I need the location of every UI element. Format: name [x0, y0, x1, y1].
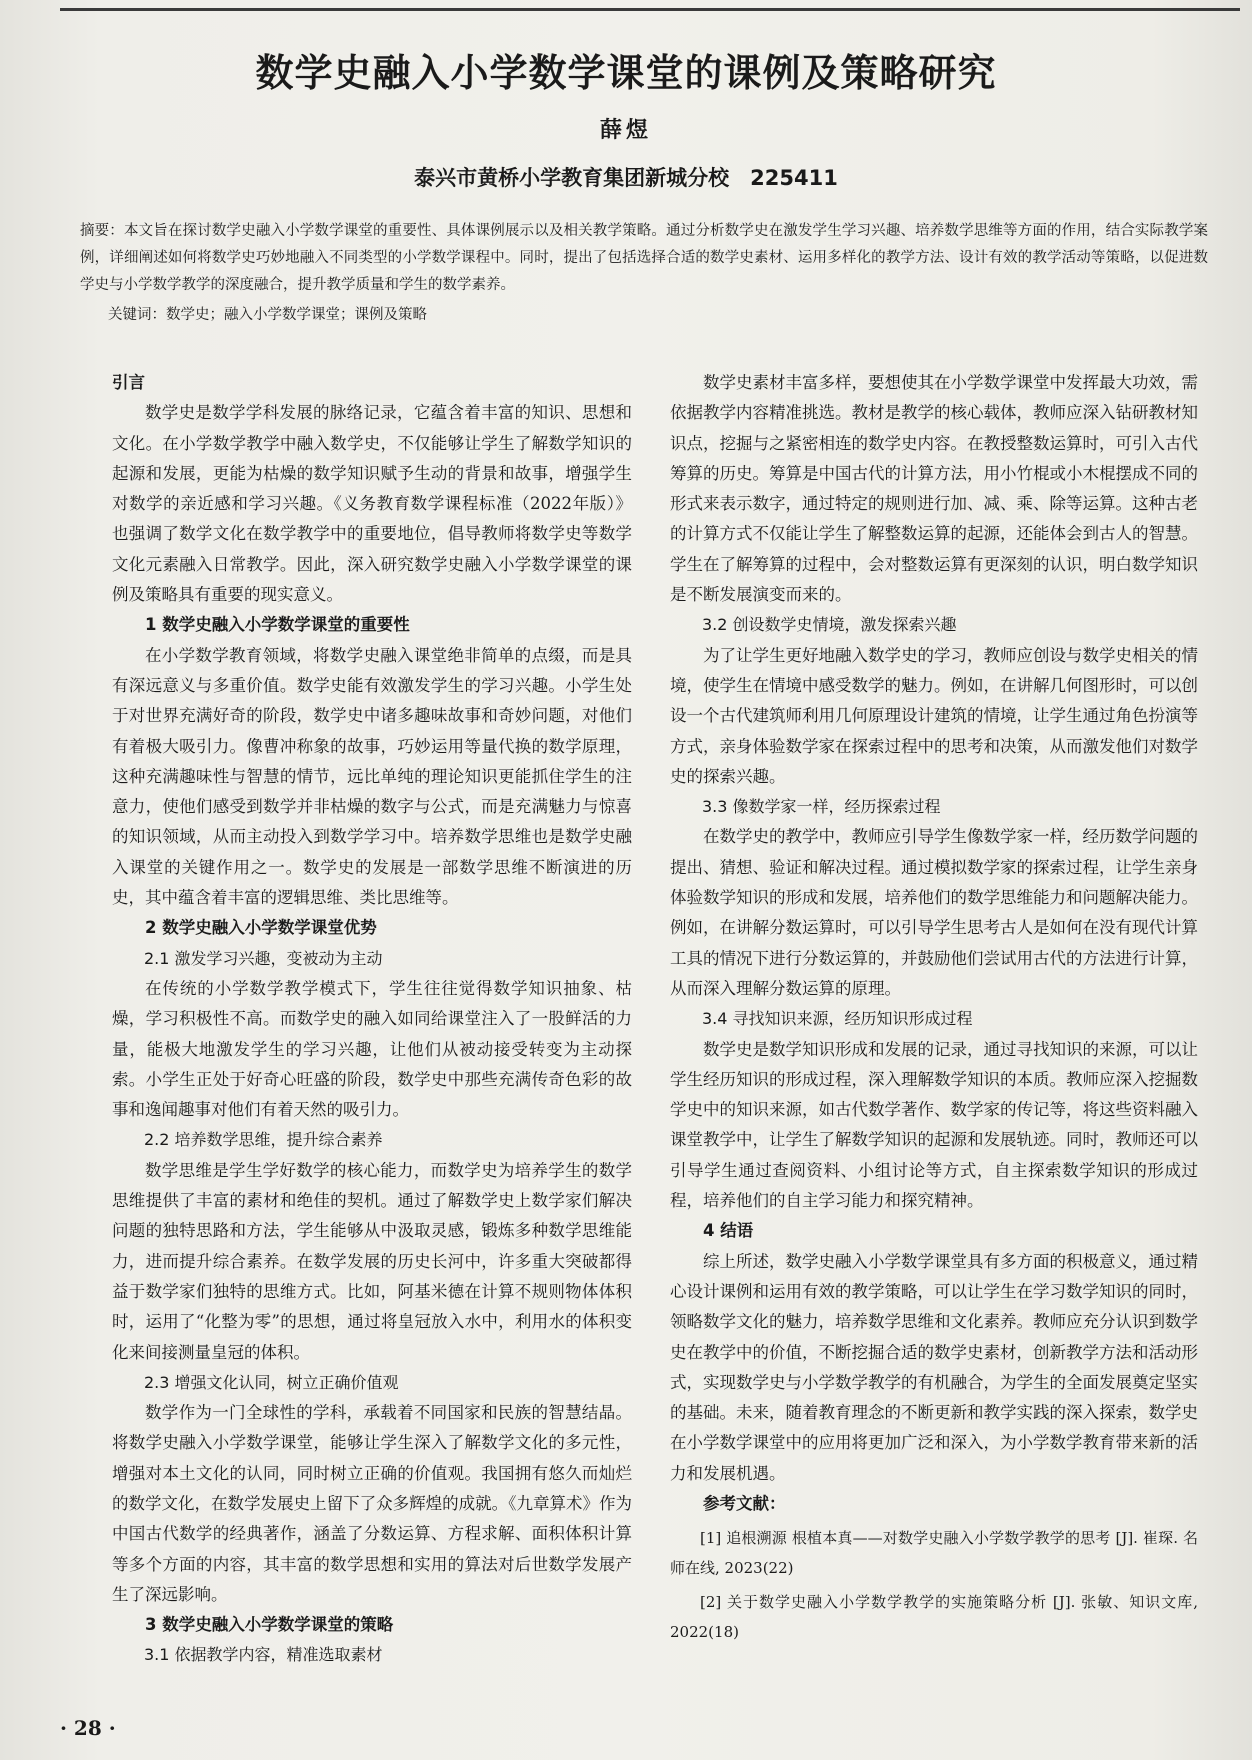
section-heading: 3 数学史融入小学数学课堂的策略	[145, 1615, 394, 1635]
section-heading: 1 数学史融入小学数学课堂的重要性	[145, 615, 410, 635]
section-heading: 2.1 激发学习兴趣，变被动为主动	[144, 948, 383, 968]
reference-item: [1] 追根溯源 根植本真——对数学史融入小学数学教学的思考 [J]. 崔琛. 名师在线, 2023(22)	[670, 1529, 1198, 1578]
paragraph: 数学史是数学知识形成和发展的记录，通过寻找知识的来源，可以让学生经历知识的形成过程，深入理解数学知识的本质。教师应深入挖掘数学史中的知识来源，如古代数学著作、数学家的传记等，将这些资料融入课堂教学中，让学生了解数学知识的起源和发展轨迹。同时，教师还可以引导学生通过查阅资料、小组讨论等方式，自主探索数学知识的形成过程，培养他们的自主学习能力和探究精神。	[670, 1039, 1198, 1211]
paragraph: 在传统的小学数学教学模式下，学生往往觉得数学知识抽象、枯燥，学习积极性不高。而数学史的融入如同给课堂注入了一股鲜活的力量，能极大地激发学生的学习兴趣，让他们从被动接受转变为主动探索。小学生正处于好奇心旺盛的阶段，数学史中那些充满传奇色彩的故事和逸闻趣事对他们有着天然的吸引力。	[112, 978, 632, 1120]
paragraph: 在小学数学教育领域，将数学史融入课堂绝非简单的点缀，而是具有深远意义与多重价值。数学史能有效激发学生的学习兴趣。小学生处于对世界充满好奇的阶段，数学史中诸多趣味故事和奇妙问题，对他们有着极大吸引力。像曹冲称象的故事，巧妙运用等量代换的数学原理，这种充满趣味性与智慧的情节，远比单纯的理论知识更能抓住学生的注意力，使他们感受到数学并非枯燥的数字与公式，而是充满魅力与惊喜的知识领域，从而主动投入到数学学习中。培养数学思维也是数学史融入课堂的关键作用之一。数学史的发展是一部数学思维不断演进的历史，其中蕴含着丰富的逻辑思维、类比思维等。	[112, 645, 632, 908]
abstract: 摘要：本文旨在探讨数学史融入小学数学课堂的重要性、具体课例展示以及相关教学策略。通过分析数学史在激发学生学习兴趣、培养数学思维等方面的作用，结合实际教学案例，详细阐述如何将数学史巧妙地融入不同类型的小学数学课程中。同时，提出了包括选择合适的数学史素材、运用多样化的教学方法、设计有效的教学活动等策略，以促进数学史与小学数学教学的深度融合，提升教学质量和学生的数学素养。	[80, 223, 1208, 293]
references-heading: 参考文献：	[703, 1493, 786, 1513]
paragraph: 为了让学生更好地融入数学史的学习，教师应创设与数学史相关的情境，使学生在情境中感受数学的魅力。例如，在讲解几何图形时，可以创设一个古代建筑师利用几何原理设计建筑的情境，让学生通过角色扮演等方式，亲身体验数学家在探索过程中的思考和决策，从而激发他们对数学史的探索兴趣。	[670, 645, 1198, 786]
paper-title: 数学史融入小学数学课堂的课例及策略研究	[255, 51, 997, 95]
header-rule	[60, 0, 1240, 11]
paragraph: 综上所述，数学史融入小学数学课堂具有多方面的积极意义，通过精心设计课例和运用有效的教学策略，可以让学生在学习数学知识的同时，领略数学文化的魅力，培养数学思维和文化素养。教师应充分认识到数学史在教学中的价值，不断挖掘合适的数学史素材，创新教学方法和活动形式，实现数学史与小学数学教学的有机融合，为学生的全面发展奠定坚实的基础。未来，随着教育理念的不断更新和教学实践的深入探索，数学史在小学数学课堂中的应用将更加广泛和深入，为小学数学教育带来新的活力和发展机遇。	[670, 1251, 1198, 1483]
section-heading: 3.2 创设数学史情境，激发探索兴趣	[702, 615, 957, 635]
section-heading: 3.1 依据教学内容，精准选取素材	[144, 1645, 383, 1665]
section-heading: 引言	[112, 373, 145, 392]
section-heading: 3.4 寻找知识来源，经历知识形成过程	[702, 1009, 973, 1029]
author-affiliation: 泰兴市黄桥小学教育集团新城分校 225411	[414, 166, 838, 190]
paragraph: 在数学史的教学中，教师应引导学生像数学家一样，经历数学问题的提出、猜想、验证和解决过程。通过模拟数学家的探索过程，让学生亲身体验数学知识的形成和发展，培养他们的数学思维能力和问题解决能力。例如，在讲解分数运算时，可以引导学生思考古人是如何在没有现代计算工具的情况下进行分数运算的，并鼓励他们尝试用古代的方法进行计算，从而深入理解分数运算的原理。	[670, 827, 1198, 998]
paragraph: 数学思维是学生学好数学的核心能力，而数学史为培养学生的数学思维提供了丰富的素材和绝佳的契机。通过了解数学史上数学家们解决问题的独特思路和方法，学生能够从中汲取灵感，锻炼多种数学思维能力，进而提升综合素养。在数学发展的历史长河中，许多重大突破都得益于数学家们独特的思维方式。比如，阿基米德在计算不规则物体体积时，运用了“化整为零”的思想，通过将皇冠放入水中，利用水的体积变化来间接测量皇冠的体积。	[112, 1160, 632, 1362]
right-column	[670, 368, 1198, 1647]
section-heading: 4 结语	[703, 1221, 754, 1241]
reference-item: [2] 关于数学史融入小学数学教学的实施策略分析 [J]. 张敏、知识文库, 2022(18)	[670, 1593, 1198, 1642]
paragraph: 数学史素材丰富多样，要想使其在小学数学课堂中发挥最大功效，需依据教学内容精准挑选。教材是教学的核心载体，教师应深入钻研教材知识点，挖掘与之紧密相连的数学史内容。在教授整数运算时，可引入古代筹算的历史。筹算是中国古代的计算方法，用小竹棍或小木棍摆成不同的形式来表示数字，通过特定的规则进行加、减、乘、除等运算。这种古老的计算方式不仅能让学生了解整数运算的起源，还能体会到古人的智慧。学生在了解筹算的过程中，会对整数运算有更深刻的认识，明白数学知识是不断发展演变而来的。	[670, 373, 1198, 605]
paragraph: 数学作为一门全球性的学科，承载着不同国家和民族的智慧结晶。将数学史融入小学数学课堂，能够让学生深入了解数学文化的多元性，增强对本土文化的认同，同时树立正确的价值观。我国拥有悠久而灿烂的数学文化，在数学发展史上留下了众多辉煌的成就。《九章算术》作为中国古代数学的经典著作，涵盖了分数运算、方程求解、面积体积计算等多个方面的内容，其丰富的数学思想和实用的算法对后世数学发展产生了深远影响。	[112, 1403, 632, 1604]
keywords: 关键词：数学史；融入小学数学课堂；课例及策略	[108, 307, 427, 323]
section-heading: 3.3 像数学家一样，经历探索过程	[702, 797, 941, 817]
section-heading: 2.2 培养数学思维，提升综合素养	[144, 1130, 383, 1150]
left-column	[112, 368, 632, 1671]
author-name: 薛煜	[599, 117, 652, 143]
paragraph: 数学史是数学学科发展的脉络记录，它蕴含着丰富的知识、思想和文化。在小学数学教学中融入数学史，不仅能够让学生了解数学知识的起源和发展，更能为枯燥的数学知识赋予生动的背景和故事，增强学生对数学的亲近感和学习兴趣。《义务教育数学课程标准（2022年版）》也强调了数学文化在数学教学中的重要地位，倡导教师将数学史等数学文化元素融入日常教学。因此，深入研究数学史融入小学数学课堂的课例及策略具有重要的现实意义。	[112, 403, 632, 605]
section-heading: 2 数学史融入小学数学课堂优势	[145, 918, 377, 938]
page-number: · 28 ·	[60, 1716, 116, 1740]
section-heading: 2.3 增强文化认同，树立正确价值观	[144, 1372, 399, 1392]
